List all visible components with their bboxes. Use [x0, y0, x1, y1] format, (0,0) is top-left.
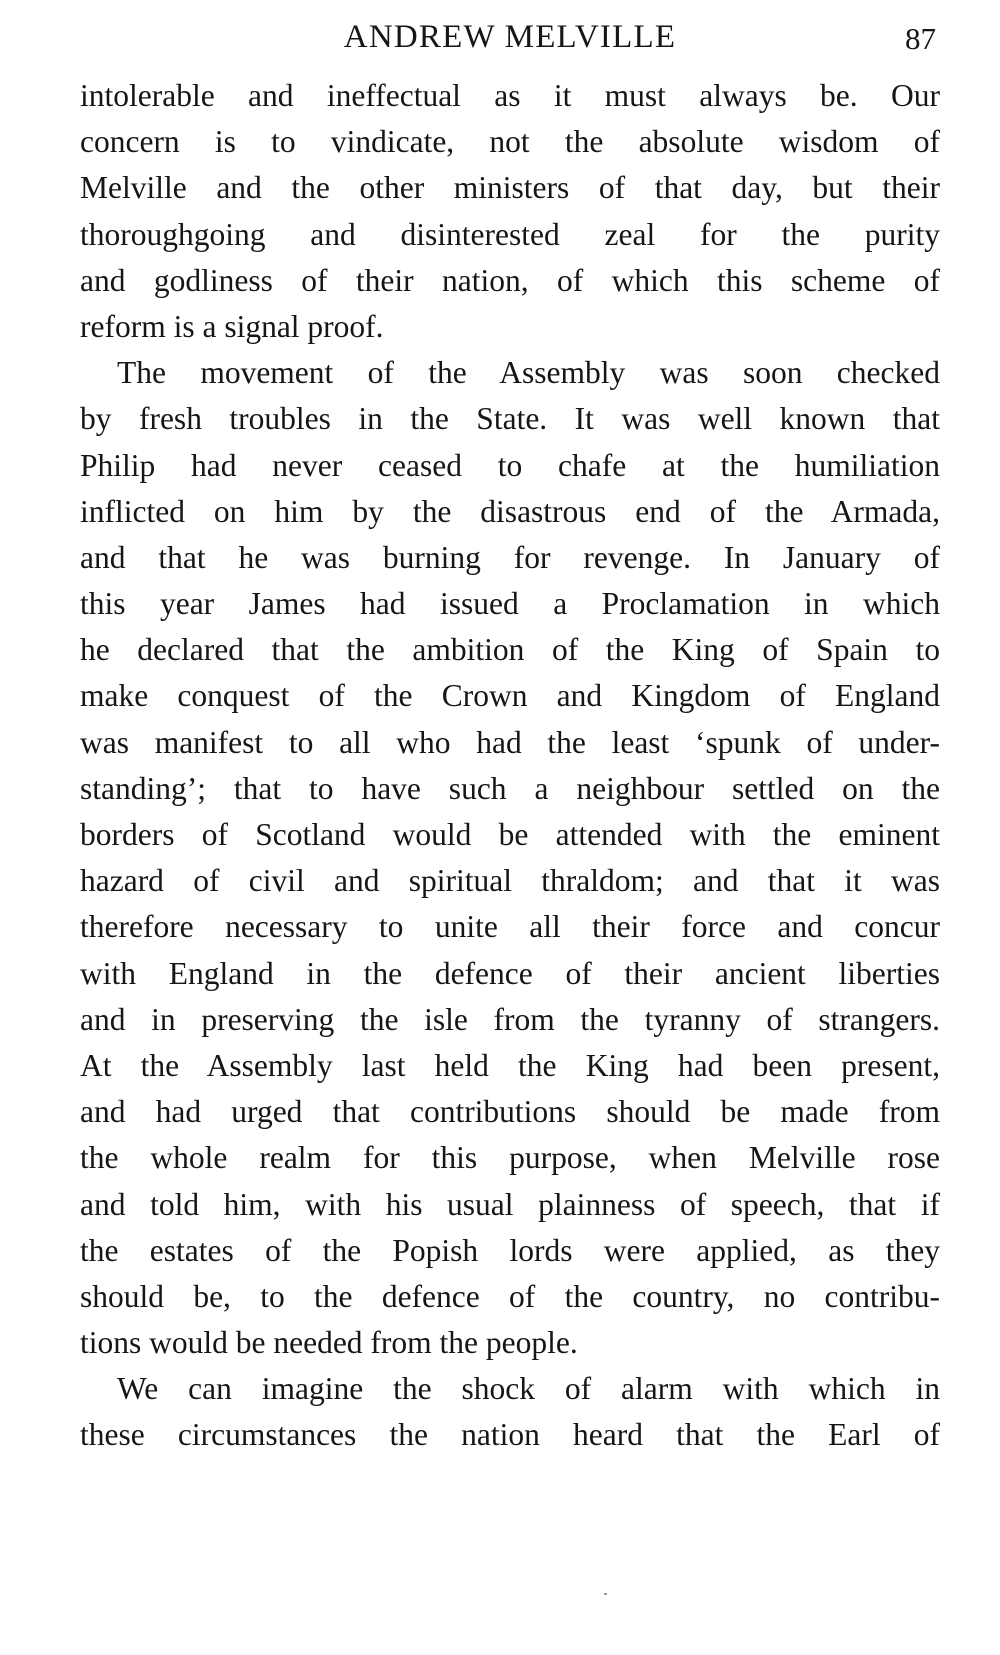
text-line: thoroughgoing and disinterested zeal for the purity — [80, 216, 940, 252]
text-line: and that he was burning for revenge. In January of — [80, 539, 940, 575]
text-line: tions would be needed from the people. — [80, 1325, 578, 1361]
text-line: and had urged that contributions should be made from — [80, 1094, 940, 1130]
text-line: inflicted on him by the disastrous end of the Armada, — [80, 493, 940, 529]
text-line: At the Assembly last held the King had been present, — [80, 1047, 940, 1083]
text-line: We can imagine the shock of alarm with which in — [117, 1371, 940, 1407]
body-text — [80, 73, 940, 1459]
text-line: Philip had never ceased to chafe at the humiliation — [80, 447, 940, 483]
text-line: should be, to the defence of the country, no contribu- — [80, 1278, 940, 1314]
text-line: and godliness of their nation, of which this scheme of — [80, 262, 940, 298]
text-line: the whole realm for this purpose, when Melville rose — [80, 1140, 940, 1176]
paragraph-3 — [80, 1366, 940, 1458]
paragraph-2 — [80, 350, 940, 1366]
text-line: intolerable and ineffectual as it must always be. Our — [80, 78, 940, 113]
text-line: this year James had issued a Proclamation in which — [80, 586, 940, 622]
text-line: borders of Scotland would be attended with the eminent — [80, 817, 940, 852]
text-line: hazard of civil and spiritual thraldom; and that it was — [80, 863, 940, 899]
text-line: therefore necessary to unite all their force and concur — [80, 909, 940, 945]
text-line: Melville and the other ministers of that day, but their — [80, 170, 940, 206]
text-line: concern is to vindicate, not the absolute wisdom of — [80, 124, 940, 160]
page-number: 87 — [905, 21, 936, 56]
paragraph-1 — [80, 73, 940, 350]
text-line: reform is a signal proof. — [80, 308, 384, 344]
text-line: and in preserving the isle from the tyranny of strangers. — [80, 1001, 940, 1037]
text-line: The movement of the Assembly was soon checked — [117, 355, 940, 391]
text-line: make conquest of the Crown and Kingdom of England — [80, 678, 940, 714]
text-line: he declared that the ambition of the King of Spain to — [80, 632, 940, 668]
text-line: the estates of the Popish lords were applied, as they — [80, 1232, 940, 1268]
running-title: ANDREW MELVILLE — [343, 19, 677, 55]
running-head — [80, 14, 940, 60]
text-line: with England in the defence of their ancient liberties — [80, 955, 940, 991]
text-line: these circumstances the nation heard that the Earl of — [80, 1417, 940, 1453]
text-line: by fresh troubles in the State. It was well known that — [80, 401, 940, 437]
text-line: standing’; that to have such a neighbour settled on the — [80, 770, 940, 806]
text-line: and told him, with his usual plainness of speech, that if — [80, 1186, 940, 1222]
text-line: was manifest to all who had the least ‘spunk of under- — [80, 724, 940, 760]
paper-speck — [604, 1593, 607, 1595]
